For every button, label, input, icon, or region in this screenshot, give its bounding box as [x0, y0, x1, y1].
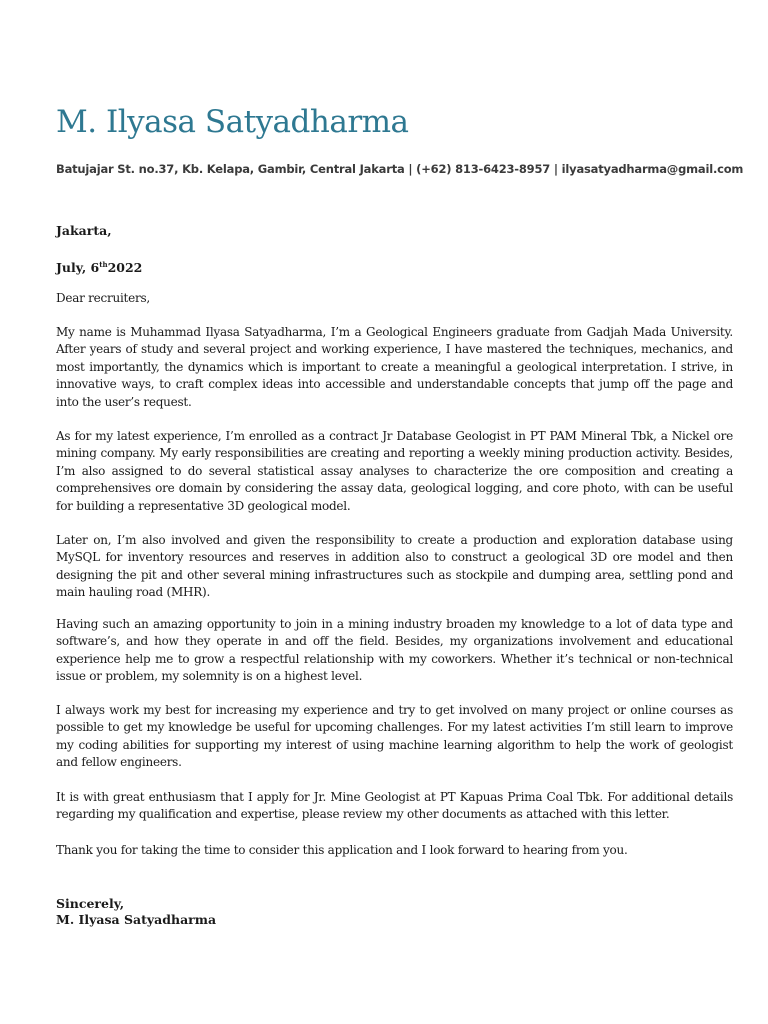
applicant-name: M. Ilyasa Satyadharma	[56, 104, 409, 140]
signer-name: M. Ilyasa Satyadharma	[56, 912, 217, 927]
paragraph-experience: As for my latest experience, I’m enrolled as a contract Jr Database Geologist in PT PAM Mineral Tbk, a Nickel ore mining company. My early responsibilities are creating and reporting a weekly mining production activity. Besides, I’m also assigned to do several statistical assay analyses to characterize the ore composition and creating a comprehensives ore domain by considering the assay data, geological logging, and core photo, with can be useful for building a representative 3D geological model.	[56, 429, 733, 513]
paragraph-thanks: Thank you for taking the time to consider this application and I look forward to hearing from you.	[56, 843, 628, 857]
salutation: Dear recruiters,	[56, 291, 150, 305]
paragraph-database: Later on, I’m also involved and given the responsibility to create a production and exploration database using MySQL for inventory resources and reserves in addition also to construct a geological 3D ore model and then designing the pit and other several mining infrastructures such as stockpile and dumping area, settling pond and main hauling road (MHR).	[56, 533, 733, 600]
date-prefix: July, 6	[56, 260, 100, 275]
letter-date	[56, 256, 733, 276]
letter-city: Jakarta,	[56, 223, 112, 238]
paragraph-application: It is with great enthusiasm that I apply for Jr. Mine Geologist at PT Kapuas Prima Coal Tbk. For additional details regarding my qualification and expertise, please review my other documents as attached with this letter.	[56, 790, 733, 822]
paragraph-opportunity: Having such an amazing opportunity to join in a mining industry broaden my knowledge to a lot of data type and software’s, and how they operate in and off the field. Besides, my organizations involvement and educational experience help me to grow a respectful relationship with my coworkers. Whether it’s technical or non-technical issue or problem, my solemnity is on a highest level.	[56, 617, 733, 684]
closing: Sincerely,	[56, 896, 125, 911]
paragraph-learning: I always work my best for increasing my experience and try to get involved on many project or online courses as possible to get my knowledge be useful for upcoming challenges. For my latest activities I’m still learn to improve my coding abilities for supporting my interest of using machine learning algorithm to help the work of geologist and fellow engineers.	[56, 703, 733, 770]
paragraph-intro: My name is Muhammad Ilyasa Satyadharma, I’m a Geological Engineers graduate from Gadjah Mada University. After years of study and several project and working experience, I have mastered the techniques, mechanics, and most importantly, the dynamics which is important to create a meaningful a geological interpretation. I strive, in innovative ways, to craft complex ideas into accessible and understandable concepts that jump off the page and into the user’s request.	[56, 325, 733, 409]
date-suffix: th	[99, 260, 108, 269]
contact-info: Batujajar St. no.37, Kb. Kelapa, Gambir, Central Jakarta | (+62) 813-6423-8957 | ilyasatyadharma@gmail.com	[56, 162, 744, 176]
date-year: 2022	[107, 260, 143, 275]
